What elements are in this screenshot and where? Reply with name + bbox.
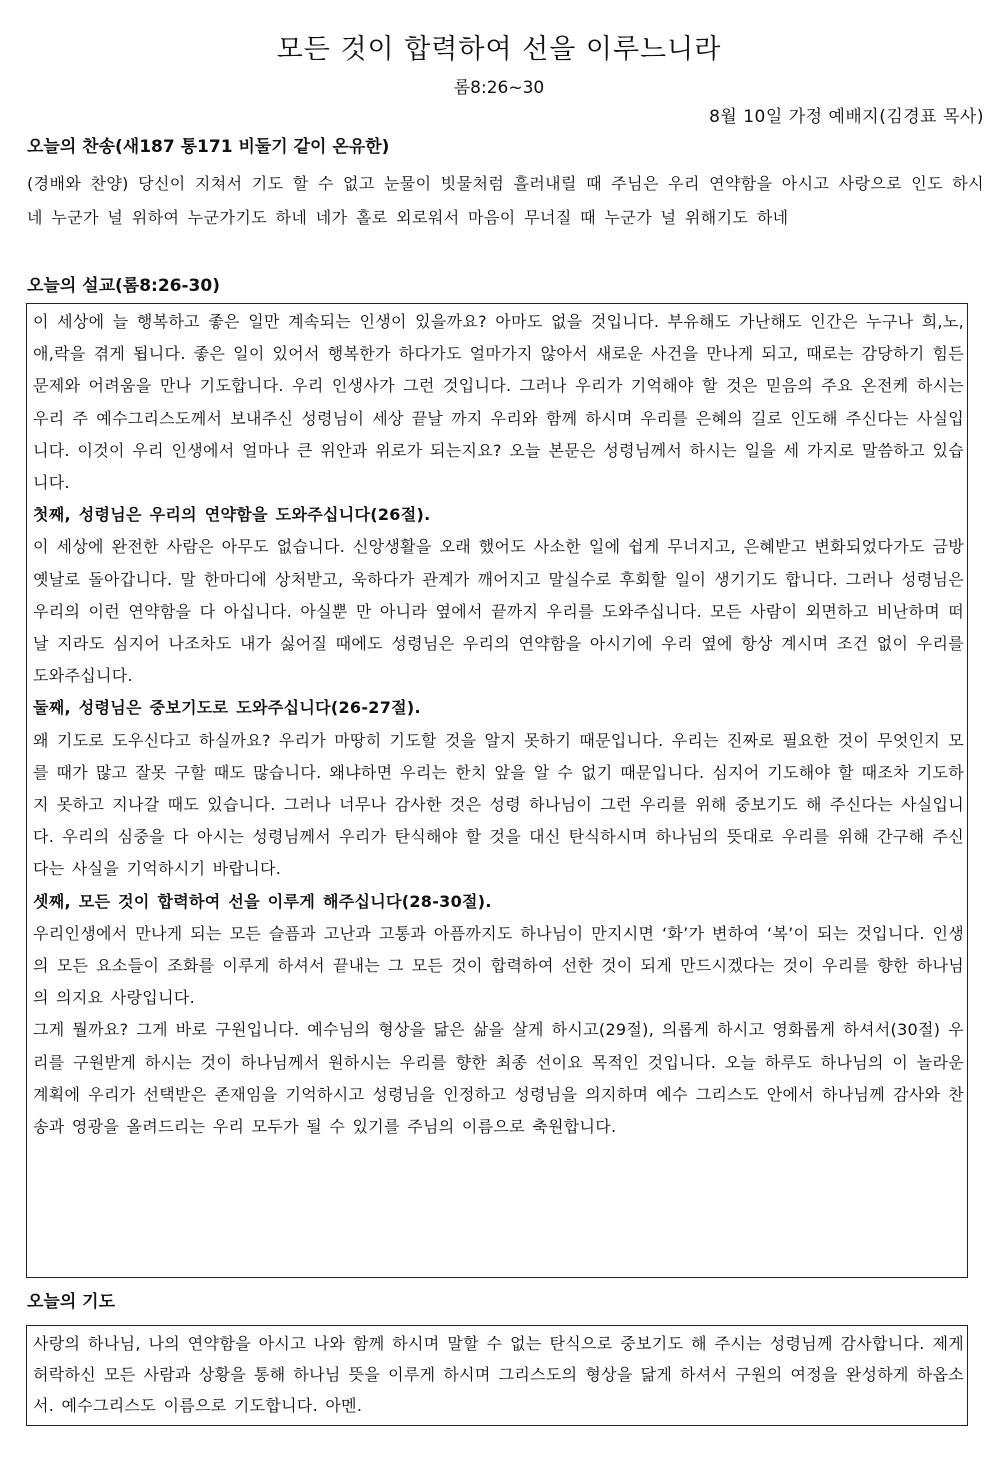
scripture-reference: 롬8:26~30 [453, 78, 545, 98]
point1-text: 이 세상에 완전한 사람은 아무도 없습니다. 신앙생활을 오래 했어도 사소한 일에 쉽게 무너지고, 은혜받고 변화되었다가도 금방 옛날로 돌아갑니다. 말 한마디에 상처받고, 욱하다가 관계가 깨어지고 말실수로 후회할 일이 생기기도 합니다. 그러나 성령님은 우리의 이런 연약함을 다 아십니다. 아실뿐 만 아니라 옆에서 끝까지 우리를 도와주십니다. 모든 사람이 외면하고 비난하며 떠날 지라도 심지어 나조차도 내가 싫어질 때에도 성령님은 우리의 연약함을 아시기에 우리 옆에 항상 계시며 조건 없이 우리를 도와주십니다. [33, 537, 964, 686]
sermon-intro: 이 세상에 늘 행복하고 좋은 일만 계속되는 인생이 있을까요? 아마도 없을 것입니다. 부유해도 가난해도 인간은 누구나 희,노,애,락을 겪게 됩니다. 좋은 일이 있어서 행복한가 하다가도 얼마가지 않아서 새로운 사건을 만나게 되고, 때로는 감당하기 힘든 문제와 어려움을 만나 기도합니다. 우리 인생사가 그런 것입니다. 그러나 우리가 기억해야 할 것은 믿음의 주요 온전케 하시는 우리 주 예수그리스도께서 보내주신 성령님이 세상 끝날 까지 우리와 함께 하시며 우리를 은혜의 길로 인도해 주신다는 사실입니다. 이것이 우리 인생에서 얼마나 큰 위안과 위로가 되는지요? 오늘 본문은 성령님께서 하시는 일을 세 가지로 말씀하고 있습니다. [33, 312, 964, 493]
point2-text: 왜 기도로 도우신다고 하실까요? 우리가 마땅히 기도할 것을 알지 못하기 때문입니다. 우리는 진짜로 필요한 것이 무엇인지 모를 때가 많고 잘못 구할 때도 많습니다. 왜냐하면 우리는 한치 앞을 알 수 없기 때문입니다. 심지어 기도해야 할 때조차 기도하지 못하고 지나갈 때도 있습니다. 그러나 너무나 감사한 것은 성령 하나님이 그런 우리를 위해 중보기도 해 주신다는 사실입니다. 우리의 심중을 다 아시는 성령님께서 우리가 탄식해야 할 것을 대신 탄식하시며 하나님의 뜻대로 우리를 위해 간구해 주신다는 사실을 기억하시기 바랍니다. [33, 730, 964, 879]
prayer-box [26, 1325, 968, 1426]
date-and-author: 8월 10일 가정 예배지(김경표 목사) [709, 107, 984, 127]
page-title: 모든 것이 합력하여 선을 이루느니라 [276, 34, 722, 65]
sermon-heading: 오늘의 설교(롬8:26-30) [27, 276, 220, 296]
point3-text-2: 그게 뭘까요? 그게 바로 구원입니다. 예수님의 형상을 닮은 삶을 살게 하시고(29절), 의롭게 하시고 영화롭게 하셔서(30절) 우리를 구원받게 하시는 것이 하나님께서 원하시는 우리를 향한 최종 선이요 목적인 것입니다. 오늘 하루도 하나님의 이 놀라운 계획에 우리가 선택받은 존재임을 기억하시고 성령님을 인정하고 성령님을 의지하며 예수 그리스도 안에서 하나님께 감사와 찬송과 영광을 올려드리는 우리 모두가 될 수 있기를 주님의 이름으로 축원합니다. [33, 1020, 964, 1137]
hymn-heading: 오늘의 찬송(새187 통171 비둘기 같이 온유한) [27, 137, 390, 157]
prayer-heading: 오늘의 기도 [27, 1292, 116, 1312]
point3-heading: 셋째, 모든 것이 합력하여 선을 이루게 해주십니다(28-30절). [33, 891, 492, 911]
hymn-text: (경배와 찬양) 당신이 지쳐서 기도 할 수 없고 눈물이 빗물처럼 흘러내릴 때 주님은 우리 연약함을 아시고 사랑으로 인도 하시네 누군가 널 위하여 누군가기도 하네 네가 홀로 외로워서 마음이 무너질 때 누군가 널 위해기도 하네 [27, 174, 984, 227]
prayer-text: 사랑의 하나님, 나의 연약함을 아시고 나와 함께 하시며 말할 수 없는 탄식으로 중보기도 해 주시는 성령님께 감사합니다. 제게 허락하신 모든 사람과 상황을 통해 하나님 뜻을 이루게 하시며 그리스도의 형상을 닮게 하셔서 구원의 여정을 완성하게 하옵소서. 예수그리스도 이름으로 기도합니다. 아멘. [33, 1334, 964, 1415]
sermon-box [26, 303, 968, 1278]
point1-heading: 첫째, 성령님은 우리의 연약함을 도와주십니다(26절). [33, 505, 431, 525]
point3-text-1: 우리인생에서 만나게 되는 모든 슬픔과 고난과 고통과 아픔까지도 하나님이 만지시면 ‘화’가 변하여 ‘복’이 되는 것입니다. 인생의 모든 요소들이 조화를 이루게 하셔서 끝내는 그 모든 것이 합력하여 선한 것이 되게 만드시겠다는 것이 우리를 향한 하나님의 의지요 사랑입니다. [33, 923, 964, 1008]
point2-heading: 둘째, 성령님은 중보기도로 도와주십니다(26-27절). [33, 698, 421, 718]
